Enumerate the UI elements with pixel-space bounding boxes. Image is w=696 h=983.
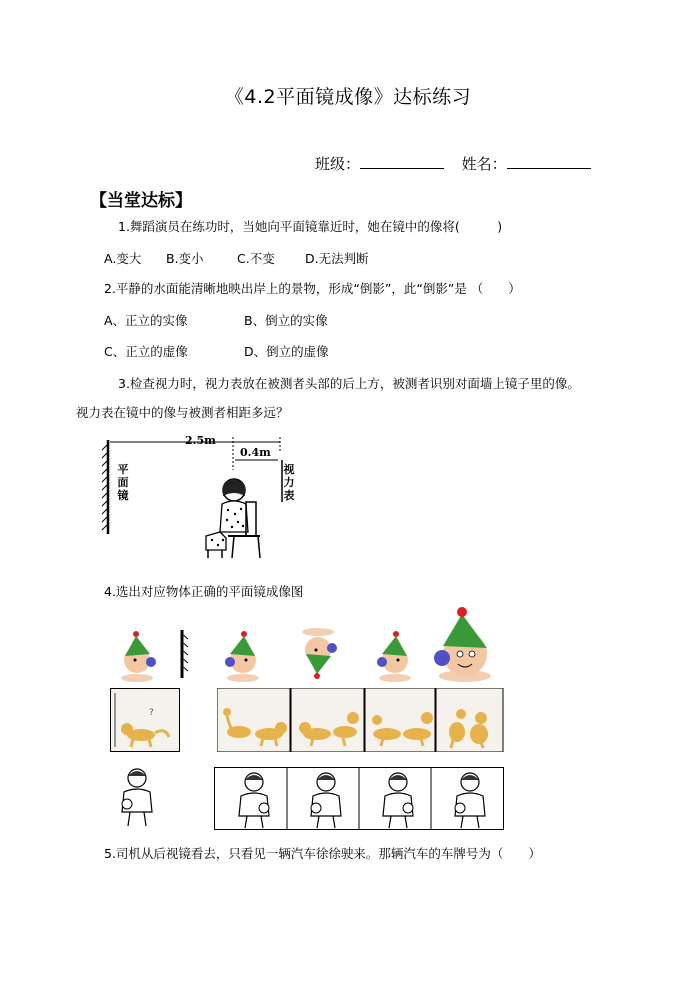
name-label: 姓名： xyxy=(461,155,507,173)
boy-options-image xyxy=(215,768,503,829)
gnome-original xyxy=(121,631,156,682)
vision-test-figure xyxy=(98,432,308,562)
q1-option-d: D.无法判断 xyxy=(305,251,369,266)
question-4-text: 4.选出对应物体正确的平面镜成像图 xyxy=(104,584,304,599)
question-2-text: 2.平静的水面能清晰地映出岸上的景物，形成“倒影”，此“倒影”是 （ ） xyxy=(104,281,521,296)
mirror-label: 平面镜 xyxy=(117,463,129,502)
boy-original-image xyxy=(112,766,162,828)
class-blank[interactable] xyxy=(360,154,444,169)
question-1-text: 1.舞蹈演员在练功时，当她向平面镜靠近时，她在镜中的像将( ) xyxy=(118,219,503,234)
cat-options-strip xyxy=(217,688,504,752)
q2-option-d: D、倒立的虚像 xyxy=(244,344,329,359)
gnome-mirror-row xyxy=(110,606,500,684)
svg-text:?: ? xyxy=(149,708,154,718)
eye-chart-label: 视力表 xyxy=(283,463,295,502)
distance-part-label: 0.4m xyxy=(240,446,271,459)
question-3-text-line2: 视力表在镜中的像与被测者相距多远？ xyxy=(76,405,289,420)
section-title: 【当堂达标】 xyxy=(90,191,192,211)
q2-option-c: C、正立的虚像 xyxy=(104,344,188,359)
boy-options-strip xyxy=(214,767,504,830)
q1-option-c: C.不变 xyxy=(237,251,275,266)
q2-option-b: B、倒立的实像 xyxy=(244,313,328,328)
cat-options-image xyxy=(217,688,504,752)
class-name-line xyxy=(315,153,591,174)
question-3-text-line1: 3.检查视力时，视力表放在被测者头部的后上方，被测者识别对面墙上镜子里的像。 xyxy=(118,376,580,391)
q1-option-a: A.变大 xyxy=(104,251,142,266)
class-label: 班级： xyxy=(315,155,361,173)
q1-option-b: B.变小 xyxy=(166,251,204,266)
cat-original-image xyxy=(111,689,179,751)
cat-original-panel xyxy=(110,688,180,752)
question-5-text: 5.司机从后视镜看去，只看见一辆汽车徐徐驶来。那辆汽车的车牌号为（ ） xyxy=(104,846,541,861)
distance-total-label: 2.5m xyxy=(185,434,216,447)
q2-option-a: A、正立的实像 xyxy=(104,313,188,328)
page-title: 《4.2平面镜成像》达标练习 xyxy=(224,86,472,108)
name-blank[interactable] xyxy=(507,154,591,169)
